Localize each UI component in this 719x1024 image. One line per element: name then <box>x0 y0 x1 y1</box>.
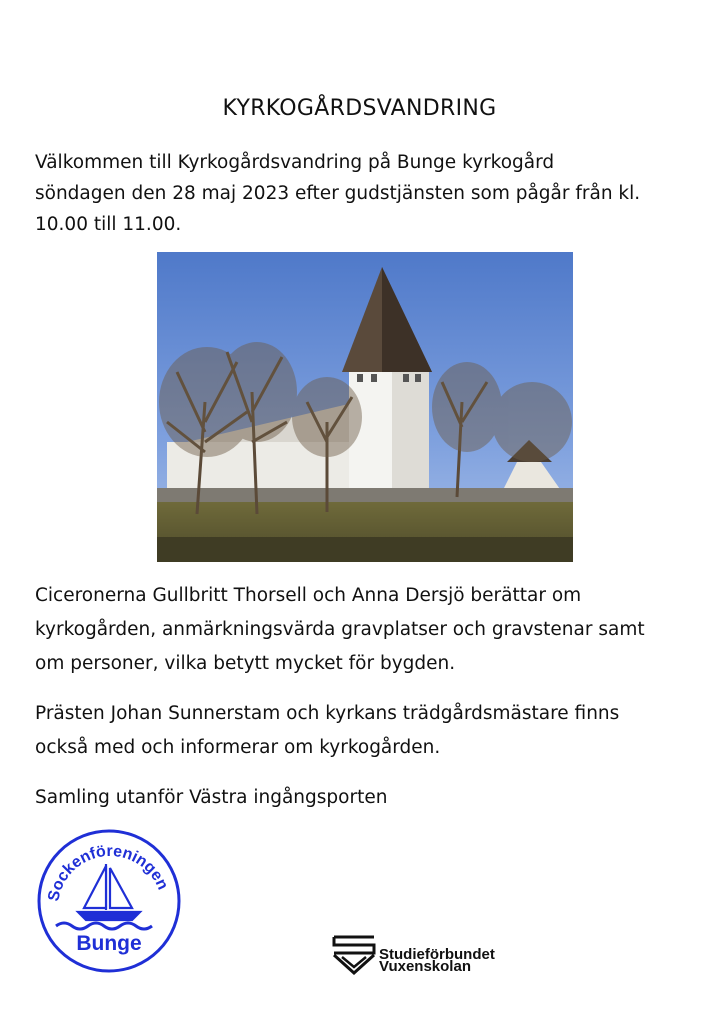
sockenforeningen-bunge-logo <box>36 828 182 974</box>
vuxenskolan-line-1: Studieförbundet <box>379 946 495 963</box>
intro-line-3: 10.00 till 11.00. <box>35 214 182 235</box>
page-title: KYRKOGÅRDSVANDRING <box>222 96 497 121</box>
logo-arc-text: Sockenföreningen <box>45 842 172 903</box>
guides-line-1: Ciceronerna Gullbritt Thorsell och Anna Dersjö berättar om <box>35 585 582 606</box>
priest-paragraph <box>35 697 695 765</box>
svg-text:Sockenföreningen <box>45 843 171 903</box>
guides-line-3: om personer, vilka betytt mycket för bygden. <box>35 653 456 674</box>
intro-line-1: Välkommen till Kyrkogårdsvandring på Bunge kyrkogård <box>35 152 555 173</box>
intro-paragraph <box>35 147 695 240</box>
vuxenskolan-mark-icon <box>331 935 377 975</box>
vuxenskolan-logo <box>331 935 586 977</box>
intro-line-2: söndagen den 28 maj 2023 efter gudstjänsten som pågår från kl. <box>35 183 641 204</box>
church-photo <box>157 252 573 562</box>
priest-line-1: Prästen Johan Sunnerstam och kyrkans trädgårdsmästare finns <box>35 703 620 724</box>
guides-paragraph <box>35 579 695 681</box>
guides-line-2: kyrkogården, anmärkningsvärda gravplatser och gravstenar samt <box>35 619 645 640</box>
meeting-point: Samling utanför Västra ingångsporten <box>35 787 388 808</box>
vuxenskolan-line-2: Vuxenskolan <box>379 958 471 975</box>
sailboat-icon <box>78 864 140 920</box>
logo-name: Bunge <box>76 932 142 955</box>
priest-line-2: också med och informerar om kyrkogården. <box>35 737 441 758</box>
